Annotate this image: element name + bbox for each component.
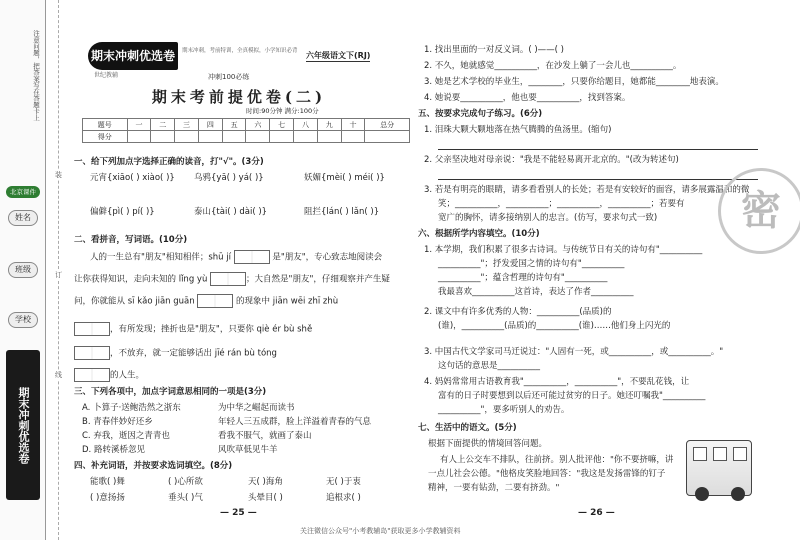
question-item[interactable]: 3. 她是艺术学校的毕业生，________，只要你给题目，她都能________地表演。 bbox=[424, 77, 724, 87]
question-item[interactable]: 偏僻{pì( ) pí( )} bbox=[90, 207, 155, 217]
publisher-label: 世纪教辅 bbox=[94, 72, 119, 79]
question-item[interactable]: 乌鸦{yā( ) yá( )} bbox=[194, 173, 264, 183]
spine-badge: 北京课件 bbox=[6, 186, 40, 198]
question-item[interactable]: 4. 她说要__________，他也要__________，找到答案。 bbox=[424, 93, 631, 103]
question-item: 宽广的胸怀，请多接纳别人的忠言。(仿写，要求句式一致) bbox=[438, 213, 658, 223]
page-title: 期末考前提优卷(二) bbox=[151, 88, 327, 106]
idiom-item[interactable]: 无( )于衷 bbox=[326, 477, 361, 487]
section-5-heading: 五、按要求完成句子练习。(6分) bbox=[418, 109, 543, 119]
question-item[interactable]: 笑；__________，__________；__________，__________；若要有 bbox=[438, 199, 685, 209]
school-field[interactable]: 学校 bbox=[8, 312, 38, 328]
option-a-pair: 为中华之崛起而读书 bbox=[218, 403, 295, 413]
answer-grid[interactable] bbox=[74, 346, 110, 360]
footer-note: 关注微信公众号"小考教辅岛"获取更多小学教辅资料 bbox=[300, 527, 461, 535]
question-item[interactable]: 2. 课文中有许多优秀的人物：__________(品质)的 bbox=[424, 307, 612, 317]
option-d-pair: 风吹草低见牛羊 bbox=[218, 445, 278, 455]
section-2-heading: 二、看拼音，写词语。(10分) bbox=[74, 235, 188, 245]
cut-label: 订 bbox=[55, 271, 62, 279]
question-text: 的人生。 bbox=[74, 368, 144, 382]
score-table: 题号 一 二 三 四 五 六 七 八 九 十 总分 得分 bbox=[82, 118, 410, 143]
cut-label: 线 bbox=[55, 371, 62, 379]
section-7-heading: 七、生活中的语文。(5分) bbox=[418, 423, 517, 433]
question-item[interactable]: 泰山{tài( ) dài( )} bbox=[194, 207, 268, 217]
question-item[interactable]: 这句话的意思是__________ bbox=[438, 361, 541, 371]
question-text: ，有所发现；挫折也是"朋友"，只要你 qiè ér bù shě bbox=[74, 322, 312, 336]
answer-grid[interactable] bbox=[210, 272, 246, 286]
question-item: 2. 父亲坚决地对母亲说："我是不能轻易离开北京的。"(改为转述句) bbox=[424, 155, 679, 165]
option-b[interactable]: B. 青春伴妙好还乡 bbox=[82, 417, 153, 427]
section-6-heading: 六、根据所学内容填空。(10分) bbox=[418, 229, 540, 239]
spine-brand: 期末冲刺优选卷 bbox=[6, 350, 40, 500]
question-item[interactable]: 1. 找出里面的一对反义词。( )——( ) bbox=[424, 45, 564, 55]
scenario-text: 一点儿社会公德。"他格皮笑脸地回答："我这是发扬雷锋的钉子 bbox=[428, 469, 666, 479]
idiom-item[interactable]: 头晕目( ) bbox=[248, 493, 283, 503]
option-d[interactable]: D. 路转溪桥忽见 bbox=[82, 445, 145, 455]
option-c[interactable]: C. 弃我，逝因之青青也 bbox=[82, 431, 170, 441]
idiom-item[interactable]: 天( )海角 bbox=[248, 477, 283, 487]
question-item[interactable]: 3. 中国古代文学家司马迁说过："人固有一死，或__________，或__________。" bbox=[424, 347, 724, 357]
answer-grid[interactable] bbox=[234, 250, 270, 264]
scenario-text: 有人上公交车不排队，往前挤。别人批评他："你不要挤嘛，讲 bbox=[440, 455, 674, 465]
option-a[interactable]: A. 卜算子·送鲍浩然之浙东 bbox=[82, 403, 181, 413]
question-item[interactable]: 富有的日子时要想到以后还可能过贫穷的日子。她还叮嘱我"__________ bbox=[438, 391, 706, 401]
scenario-text: 精神，一要有钻劲，二要有挤劲。" bbox=[428, 483, 560, 493]
answer-line[interactable] bbox=[438, 140, 758, 150]
name-field[interactable]: 姓名 bbox=[8, 210, 38, 226]
idiom-item[interactable]: 垂头( )气 bbox=[168, 493, 203, 503]
class-field[interactable]: 班级 bbox=[8, 262, 38, 278]
page-number: — 26 — bbox=[578, 508, 615, 518]
idiom-item[interactable]: 能歌( )舞 bbox=[90, 477, 125, 487]
score-header: 题号 bbox=[83, 119, 128, 131]
option-c-pair: 看我不服气，就画了泰山 bbox=[218, 431, 312, 441]
answer-grid[interactable] bbox=[197, 294, 233, 308]
idiom-item[interactable]: ( )心所欲 bbox=[168, 477, 203, 487]
section-4-heading: 四、补充词语，并按要求选词填空。(8分) bbox=[74, 461, 233, 471]
answer-grid[interactable] bbox=[74, 322, 110, 336]
brand-logo: 期末冲刺优选卷 bbox=[88, 42, 178, 70]
score-cell[interactable] bbox=[127, 131, 151, 143]
question-text: 让你获得知识，走向未知的 lǐng yù ；大自然是"朋友"，仔细观察并产生疑 bbox=[74, 272, 390, 286]
confidential-stamp: 密 bbox=[718, 168, 800, 254]
question-text: ，不放弃，就一定能够话出 jīé rán bù tóng bbox=[74, 346, 277, 360]
answer-line[interactable] bbox=[438, 170, 758, 180]
score-row-label: 得分 bbox=[83, 131, 128, 143]
slogan: 期末冲刺，考前特训，全真模拟，小学知识必背 bbox=[182, 48, 298, 54]
spine-notice: 注意问题，把答案写在答题卡上 bbox=[32, 30, 40, 121]
section-1-heading: 一、给下列加点字选择正确的读音，打"√"。(3分) bbox=[74, 157, 264, 167]
question-item[interactable]: 2. 不久，她就感觉__________，在沙发上躺了一会儿也__________。 bbox=[424, 61, 682, 71]
cut-label: 装 bbox=[55, 171, 62, 179]
exam-meta: 时间:90分钟 满分:100分 bbox=[246, 107, 319, 115]
question-item: 1. 泪珠大颗大颗地落在热气腾腾的鱼汤里。(缩句) bbox=[424, 125, 612, 135]
question-text: 根据下面提供的情境回答问题。 bbox=[428, 439, 548, 449]
answer-grid[interactable] bbox=[74, 368, 110, 382]
idiom-item[interactable]: ( )意扬扬 bbox=[90, 493, 125, 503]
option-b-pair: 年轻人三五成群，脸上洋溢着青春的气息 bbox=[218, 417, 372, 427]
question-item[interactable]: __________"；蕴含哲理的诗句有"__________ bbox=[438, 273, 608, 283]
question-text: 问，你就能从 sī kǎo jiān guān 的现象中 jiān wēi zhī zhù bbox=[74, 294, 338, 308]
section-3-heading: 三、下列各项中，加点字词意思相同的一项是(3分) bbox=[74, 387, 267, 397]
bus-illustration bbox=[686, 440, 752, 496]
question-item[interactable]: __________"，要多听别人的劝告。 bbox=[438, 405, 570, 415]
question-item: 3. 若是有明亮的眼睛，请多看看别人的长处；若是有安较好的面容，请多展露温和的微 bbox=[424, 185, 750, 195]
grade-label: 六年级语文下(RJ) bbox=[306, 51, 371, 60]
page-number: — 25 — bbox=[220, 508, 257, 518]
question-item[interactable]: 1. 本学期，我们积累了很多古诗词。与传统节日有关的诗句有"__________ bbox=[424, 245, 703, 255]
binding-spine bbox=[0, 0, 46, 540]
question-item[interactable]: 妖媚{mèi( ) méi( )} bbox=[304, 173, 385, 183]
sprint-label: 冲刺100必练 bbox=[208, 73, 250, 81]
question-item[interactable]: (谁)，__________(品质)的__________(谁)……他们身上闪光的 bbox=[438, 321, 671, 331]
question-item[interactable]: 我最喜欢__________这首诗，表达了作者__________ bbox=[438, 287, 634, 297]
idiom-item[interactable]: 追根求( ) bbox=[326, 493, 361, 503]
question-item[interactable]: __________"；抒发爱国之情的诗句有"__________ bbox=[438, 259, 625, 269]
question-text: 人的一生总有"朋友"相知相伴；shū jí 是"朋友"，专心致志地阅读会 bbox=[90, 250, 382, 264]
question-item[interactable]: 阻拦{lán( ) lǎn( )} bbox=[304, 207, 380, 217]
question-item[interactable]: 元宵{xiāo( ) xiào( )} bbox=[90, 173, 175, 183]
question-item[interactable]: 4. 妈妈常常用古语教育我"__________，__________"，不要乱花钱，让 bbox=[424, 377, 690, 387]
